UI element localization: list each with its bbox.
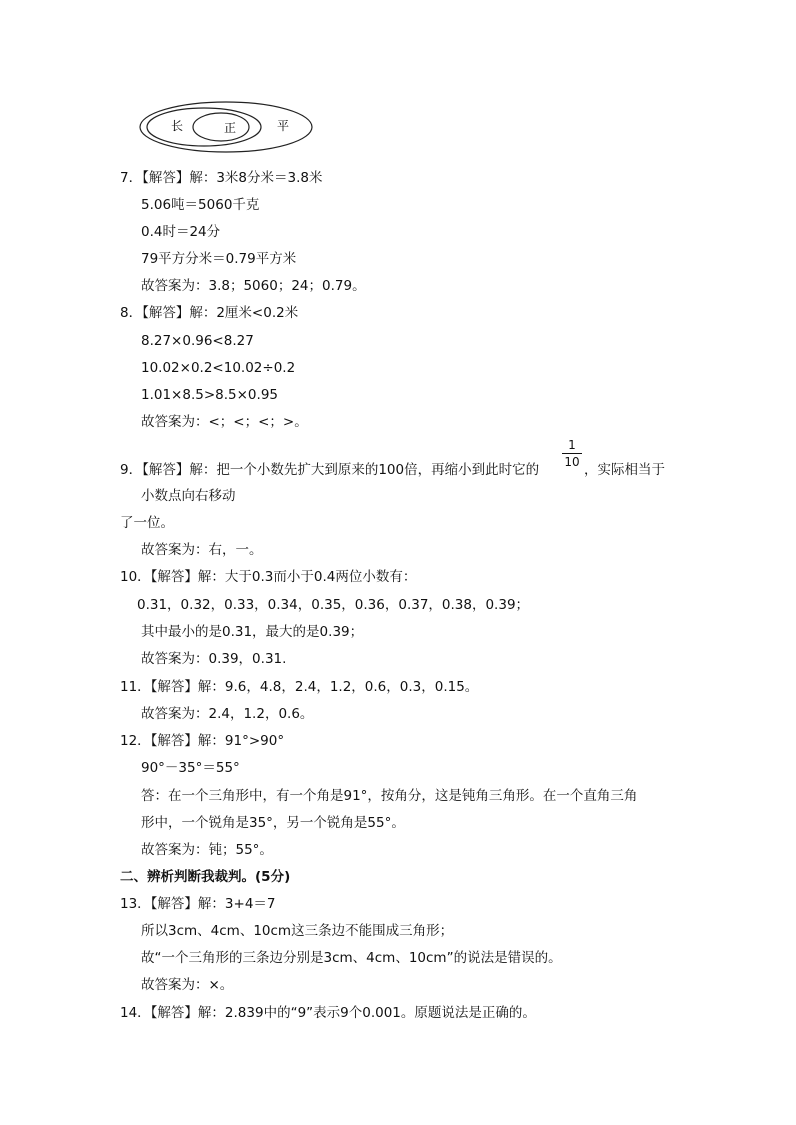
q10-line: 其中最小的是0.31，最大的是0.39； xyxy=(141,624,364,640)
q8-answer: 故答案为：<；<；<；>。 xyxy=(141,414,308,430)
q9-title-before: 9．【解答】解：把一个小数先扩大到原来的100倍，再缩小到此时它的 xyxy=(120,462,540,478)
middle-ellipse xyxy=(147,108,261,146)
q11-title: 11．【解答】解：9.6，4.8，2.4，1.2，0.6，0.3，0.15。 xyxy=(120,679,479,695)
q13-title: 13．【解答】解：3+4＝7 xyxy=(120,896,276,912)
q9-answer: 故答案为：右，一。 xyxy=(141,542,263,558)
q8-line-3: 1.01×8.5>8.5×0.95 xyxy=(141,387,278,403)
q13-line-1: 所以3cm、4cm、10cm这三条边不能围成三角形； xyxy=(141,923,454,939)
q9-title-after: ，实际相当于 xyxy=(584,462,665,478)
q10-answer: 故答案为：0.39，0.31. xyxy=(141,651,287,667)
venn-diagram xyxy=(138,100,318,156)
q7-line-1: 5.06吨＝5060千克 xyxy=(141,197,260,213)
q7-line-3: 79平方分米＝0.79平方米 xyxy=(141,251,297,267)
label-long: 长 xyxy=(171,119,184,133)
q9-line-2: 小数点向右移动 xyxy=(141,488,236,504)
q9-fraction xyxy=(562,438,582,469)
section-heading: 二、辨析判断我裁判。(5分) xyxy=(120,869,291,885)
q9-frac-bar xyxy=(562,453,582,454)
q10-title: 10．【解答】解：大于0.3而小于0.4两位小数有： xyxy=(120,569,417,585)
q12-title: 12．【解答】解：91°>90° xyxy=(120,733,285,749)
q9-frac-den: 10 xyxy=(564,455,580,469)
q10-list: 0.31，0.32，0.33，0.34，0.35，0.36，0.37，0.38，0.39； xyxy=(137,597,530,613)
q14-title: 14．【解答】解：2.839中的“9”表示9个0.001。原题说法是正确的。 xyxy=(120,1005,536,1021)
q13-line-2: 故“一个三角形的三条边分别是3cm、4cm、10cm”的说法是错误的。 xyxy=(141,950,562,966)
q9-frac-num: 1 xyxy=(568,438,576,452)
label-square: 正 xyxy=(224,121,237,135)
q8-line-2: 10.02×0.2<10.02÷0.2 xyxy=(141,360,296,376)
q7-title: 7．【解答】解：3米8分米＝3.8米 xyxy=(120,170,323,186)
q12-line-2: 答：在一个三角形中，有一个角是91°，按角分，这是钝角三角形。在一个直角三角 xyxy=(141,788,638,804)
q12-line-3: 形中，一个锐角是35°，另一个锐角是55°。 xyxy=(141,815,405,831)
q9-line-3: 了一位。 xyxy=(120,515,174,531)
inner-ellipse xyxy=(193,113,249,141)
label-parallel: 平 xyxy=(277,119,290,133)
q11-answer: 故答案为：2.4，1.2，0.6。 xyxy=(141,706,314,722)
q7-line-2: 0.4时＝24分 xyxy=(141,224,221,240)
q12-answer: 故答案为：钝；55°。 xyxy=(141,842,273,858)
q13-answer: 故答案为：×。 xyxy=(141,977,234,993)
q8-title: 8．【解答】解：2厘米<0.2米 xyxy=(120,305,299,321)
q8-line-1: 8.27×0.96<8.27 xyxy=(141,333,254,349)
q7-answer: 故答案为：3.8；5060；24；0.79。 xyxy=(141,278,366,294)
q12-line-1: 90°－35°＝55° xyxy=(141,760,240,776)
